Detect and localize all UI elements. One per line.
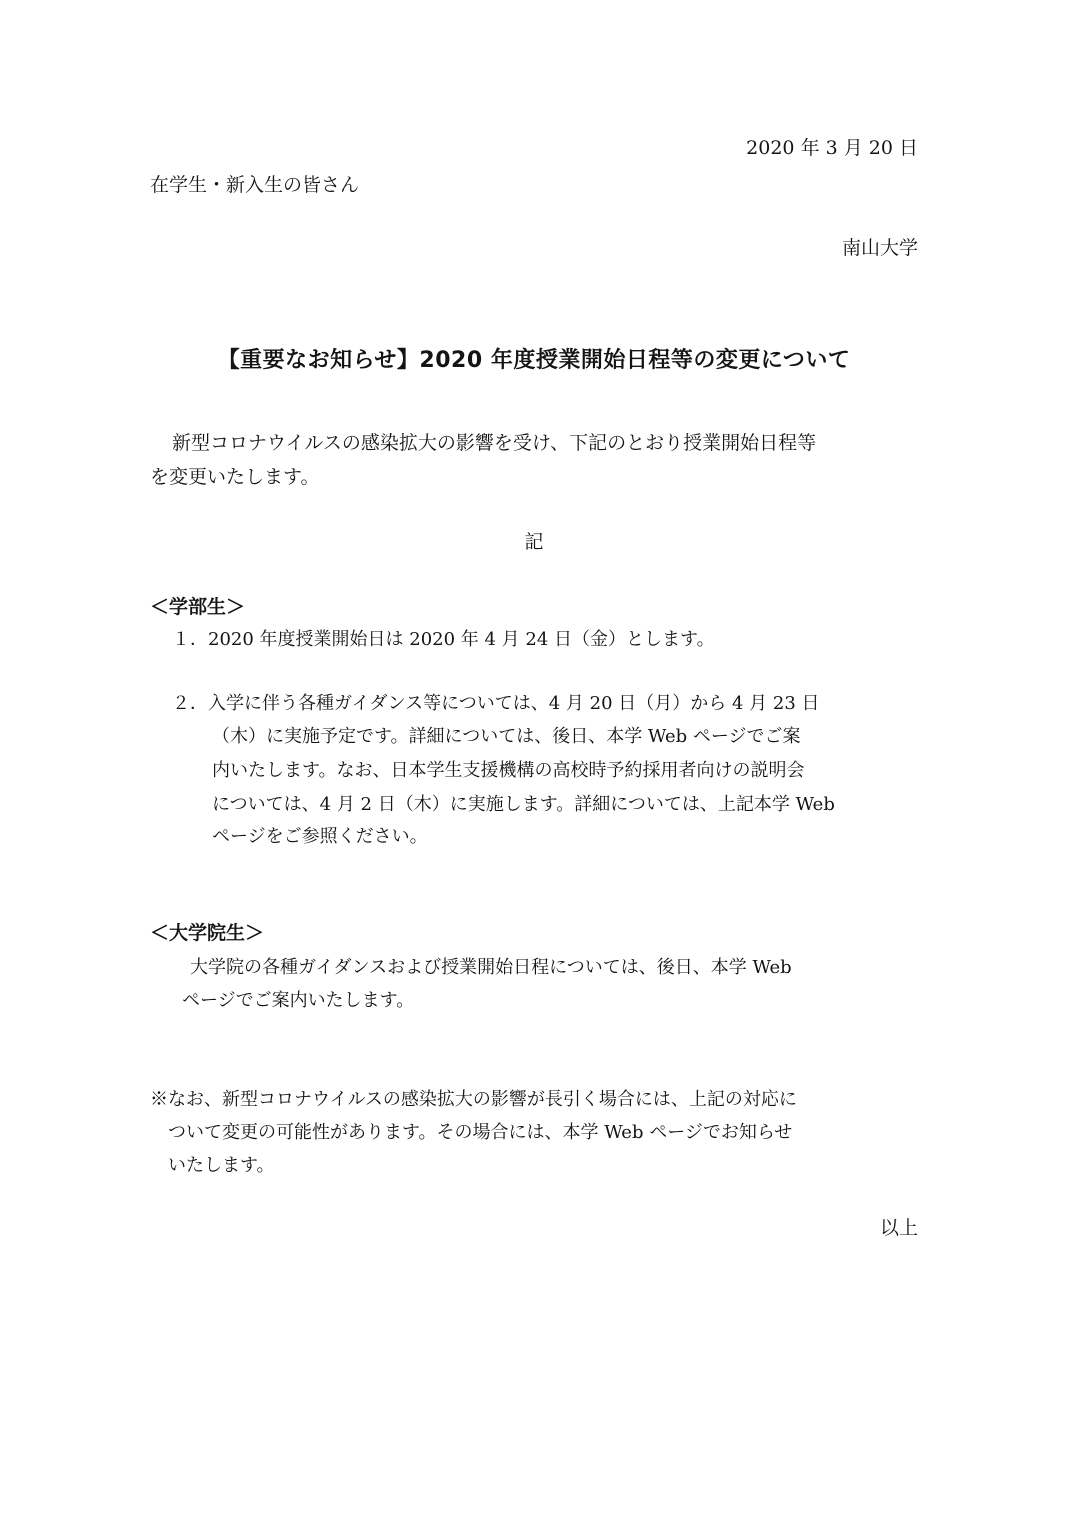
undergraduate-item-2-line-2: （木）に実施予定です。詳細については、後日、本学 Web ページでご案 <box>212 726 801 747</box>
intro-line-2: を変更いたします。 <box>150 466 320 488</box>
sender-name: 南山大学 <box>841 237 918 259</box>
intro-line-1: 新型コロナウイルスの感染拡大の影響を受け、下記のとおり授業開始日程等 <box>172 432 817 454</box>
notice-date: 2020 年 3 月 20 日 <box>746 137 918 159</box>
notice-title: 【重要なお知らせ】2020 年度授業開始日程等の変更について <box>217 348 851 373</box>
undergraduate-item-2-line-3: 内いたします。なお、日本学生支援機構の高校時予約採用者向けの説明会 <box>212 760 805 781</box>
addressee: 在学生・新入生の皆さん <box>150 174 360 196</box>
note-line-1: ※なお、新型コロナウイルスの感染拡大の影響が長引く場合には、上記の対応に <box>150 1089 797 1110</box>
graduate-heading: ＜大学院生＞ <box>150 922 265 944</box>
ki-marker: 記 <box>524 531 544 553</box>
note-line-2: ついて変更の可能性があります。その場合には、本学 Web ページでお知らせ <box>168 1122 793 1143</box>
note-line-3: いたします。 <box>168 1155 275 1176</box>
graduate-line-2: ページでご案内いたします。 <box>182 990 415 1011</box>
undergraduate-item-2-line-5: ページをご参照ください。 <box>212 826 428 847</box>
undergraduate-item-1: １．2020 年度授業開始日は 2020 年 4 月 24 日（金）とします。 <box>172 629 715 650</box>
undergraduate-heading: ＜学部生＞ <box>150 596 246 618</box>
closing-mark: 以上 <box>879 1217 918 1239</box>
undergraduate-item-2-line-1: ２．入学に伴う各種ガイダンス等については、4 月 20 日（月）から 4 月 23 日 <box>172 693 820 714</box>
graduate-line-1: 大学院の各種ガイダンスおよび授業開始日程については、後日、本学 Web <box>190 957 792 978</box>
undergraduate-item-2-line-4: については、4 月 2 日（木）に実施します。詳細については、上記本学 Web <box>212 794 835 815</box>
